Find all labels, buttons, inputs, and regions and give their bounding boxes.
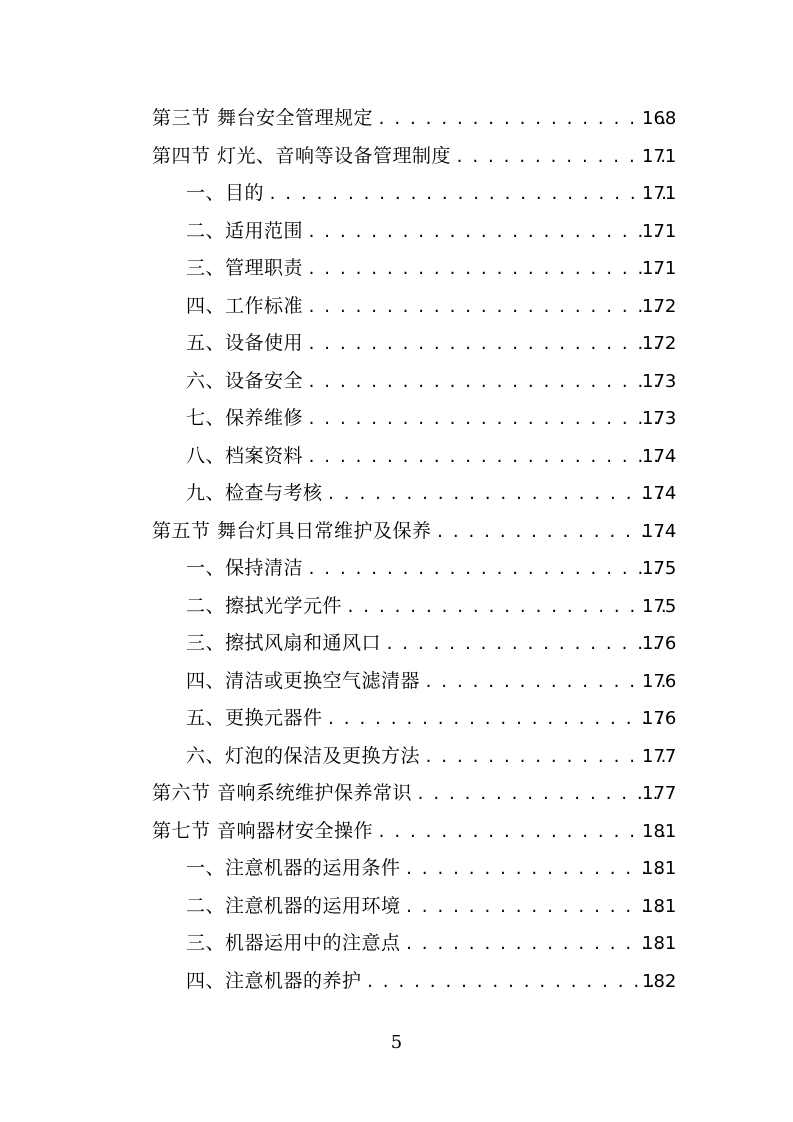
toc-item-row[interactable] [0,963,793,1001]
toc-entry-text [186,438,673,477]
toc-dot-leader [424,664,667,702]
toc-dot-leader [327,476,667,514]
toc-section-row[interactable] [0,138,793,176]
toc-page-number: 181 [642,895,677,917]
toc-item-row[interactable] [0,400,793,438]
toc-dot-leader [366,964,667,1002]
toc-dot-leader [416,776,667,814]
toc-dot-leader [405,926,667,964]
toc-entry-text [186,400,673,439]
toc-entry-label: 五、更换元器件 [186,707,323,729]
toc-entry-text [186,288,673,327]
toc-entry-text [186,175,673,214]
toc-entry-text [186,475,673,514]
toc-page-number: 173 [642,408,677,429]
toc-item-row[interactable] [0,738,793,776]
toc-item-row[interactable] [0,850,793,888]
toc-entry-label: 三、管理职责 [186,257,304,279]
toc-entry-label: 第六节 音响系统维护保养常识 [152,782,413,804]
toc-entry-label: 二、适用范围 [186,219,304,242]
toc-entry-text [186,213,673,252]
toc-entry-text [152,813,673,852]
toc-entry-text [152,100,673,139]
toc-section-row[interactable] [0,513,793,551]
toc-item-row[interactable] [0,888,793,926]
toc-entry-label: 二、注意机器的运用环境 [186,894,401,917]
toc-entry-text [186,550,673,589]
toc-page-number: 181 [642,858,677,879]
toc-entry-text [186,325,673,364]
toc-item-row[interactable] [0,175,793,213]
toc-dot-leader [307,326,667,364]
toc-dot-leader [268,176,667,214]
toc-entry-text [186,888,673,927]
toc-dot-leader [424,739,667,777]
toc-entry-label: 八、档案资料 [186,444,304,467]
toc-entry-text [186,850,673,889]
toc-entry-text [186,738,673,777]
toc-dot-leader [307,214,667,252]
toc-item-row[interactable] [0,625,793,663]
toc-entry-label: 第三节 舞台安全管理规定 [152,107,374,129]
toc-entry-text [152,513,673,552]
toc-entry-label: 四、工作标准 [186,294,304,317]
toc-entry-label: 三、擦拭风扇和通风口 [186,632,382,654]
toc-item-row[interactable] [0,250,793,288]
toc-page-number: 181 [642,820,677,842]
toc-dot-leader [436,514,667,552]
toc-item-row[interactable] [0,700,793,738]
toc-entry-text [152,775,673,814]
toc-page-number: 172 [642,295,677,317]
toc-page-number: 171 [642,258,677,279]
toc-item-row[interactable] [0,363,793,401]
toc-dot-leader [377,814,667,852]
toc-page-number: 175 [642,595,677,617]
toc-page-number: 176 [642,670,677,692]
toc-page-number: 168 [642,108,677,129]
toc-dot-leader [307,439,667,477]
toc-dot-leader [307,401,667,439]
toc-page-number: 182 [642,970,677,992]
toc-entry-label: 二、擦拭光学元件 [186,594,343,617]
toc-dot-leader [385,626,667,664]
toc-entry-label: 第四节 灯光、音响等设备管理制度 [152,144,452,167]
toc-item-row[interactable] [0,325,793,363]
toc-entry-label: 六、设备安全 [186,369,304,392]
toc-page-number: 171 [642,220,677,242]
toc-item-row[interactable] [0,438,793,476]
toc-page-number: 171 [642,145,677,167]
table-of-contents [0,100,793,1000]
toc-page-number: 174 [642,520,677,542]
toc-section-row[interactable] [0,100,793,138]
toc-entry-text [152,138,673,177]
toc-entry-label: 四、清洁或更换空气滤清器 [186,669,421,692]
footer-page-number: 5 [390,1032,403,1053]
toc-entry-text [186,925,673,964]
toc-page-number: 174 [642,483,677,504]
toc-page-number: 176 [642,708,677,729]
toc-page-number: 177 [642,745,677,767]
toc-entry-label: 三、机器运用中的注意点 [186,932,401,954]
toc-page-number: 173 [642,370,677,392]
toc-entry-label: 第七节 音响器材安全操作 [152,819,374,842]
toc-item-row[interactable] [0,588,793,626]
toc-dot-leader [307,364,667,402]
toc-entry-text [186,363,673,402]
toc-page-number: 172 [642,333,677,354]
toc-dot-leader [307,551,667,589]
toc-entry-text [186,663,673,702]
toc-dot-leader [346,589,667,627]
toc-section-row[interactable] [0,813,793,851]
toc-entry-label: 第五节 舞台灯具日常维护及保养 [152,519,432,542]
toc-dot-leader [377,101,667,139]
toc-entry-text [186,963,673,1002]
toc-entry-label: 五、设备使用 [186,332,304,354]
toc-entry-label: 一、注意机器的运用条件 [186,857,401,879]
toc-dot-leader [405,851,667,889]
toc-entry-text [186,588,673,627]
toc-dot-leader [327,701,667,739]
toc-dot-leader [307,251,667,289]
toc-page-number: 175 [642,558,677,579]
toc-page-number: 176 [642,633,677,654]
toc-dot-leader [455,139,667,177]
toc-entry-label: 七、保养维修 [186,407,304,429]
toc-section-row[interactable] [0,775,793,813]
toc-dot-leader [405,889,667,927]
toc-entry-label: 九、检查与考核 [186,482,323,504]
toc-entry-label: 一、保持清洁 [186,557,304,579]
toc-entry-text [186,625,673,664]
toc-page-number: 177 [642,783,677,804]
toc-entry-label: 四、注意机器的养护 [186,969,362,992]
toc-item-row[interactable] [0,213,793,251]
toc-item-row[interactable] [0,663,793,701]
toc-page-number: 171 [642,183,677,204]
toc-item-row[interactable] [0,288,793,326]
toc-entry-text [186,700,673,739]
toc-dot-leader [307,289,667,327]
toc-entry-label: 六、灯泡的保洁及更换方法 [186,744,421,767]
toc-item-row[interactable] [0,550,793,588]
toc-page-number: 181 [642,933,677,954]
toc-item-row[interactable] [0,925,793,963]
toc-page-number: 174 [642,445,677,467]
toc-entry-label: 一、目的 [186,182,265,204]
toc-entry-text [186,250,673,289]
toc-item-row[interactable] [0,475,793,513]
